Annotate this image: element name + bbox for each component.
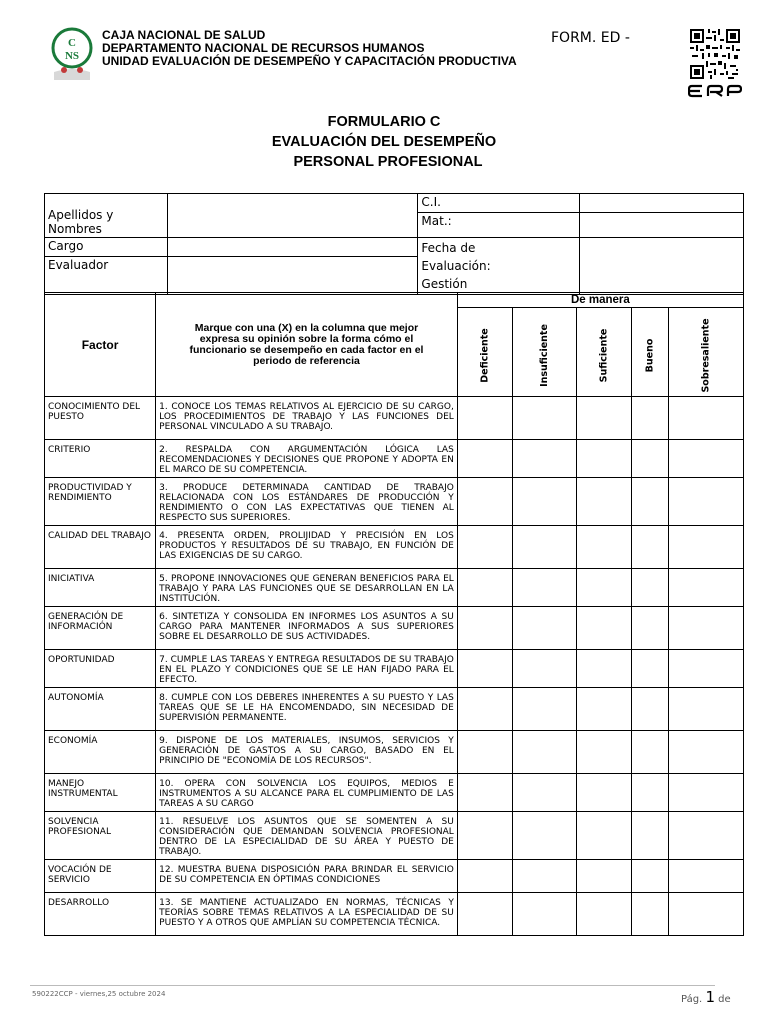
evaluation-row	[45, 526, 744, 569]
rating-cell-insuficiente[interactable]	[513, 893, 577, 936]
rating-cell-deficiente[interactable]	[457, 893, 512, 936]
rating-cell-insuficiente[interactable]	[513, 774, 577, 812]
rating-cell-deficiente[interactable]	[457, 860, 512, 893]
qr-code-icon	[690, 29, 740, 79]
institution-header	[102, 29, 517, 68]
evaluation-row	[45, 893, 744, 936]
rating-cell-sobresaliente[interactable]	[668, 650, 743, 688]
evaluation-row	[45, 397, 744, 440]
de-manera-header: De manera	[457, 293, 743, 308]
factor-cell: VOCACIÓN DE SERVICIO	[45, 860, 156, 893]
rating-cell-deficiente[interactable]	[457, 812, 512, 860]
rating-cell-suficiente[interactable]	[577, 650, 632, 688]
rating-cell-insuficiente[interactable]	[513, 569, 577, 607]
factor-header: Factor	[45, 293, 156, 397]
evaluation-row	[45, 774, 744, 812]
rating-cell-insuficiente[interactable]	[513, 397, 577, 440]
rating-cell-bueno[interactable]	[631, 440, 668, 478]
criterion-cell: 9. DISPONE DE LOS MATERIALES, INSUMOS, SERVICIOS Y GENERACIÓN DE GASTOS A SU CARGO, BASADO EN EL PRINCIPIO DE "ECONOMÍA DE LOS RECURSOS".	[156, 731, 458, 774]
rating-cell-sobresaliente[interactable]	[668, 397, 743, 440]
rating-cell-bueno[interactable]	[631, 812, 668, 860]
header-line-1: CAJA NACIONAL DE SALUD	[102, 28, 266, 42]
evaluation-table	[44, 292, 744, 936]
rating-deficiente: Deficiente	[457, 308, 512, 397]
field-ci[interactable]	[580, 194, 744, 213]
rating-cell-bueno[interactable]	[631, 569, 668, 607]
title-line-1: FORMULARIO C	[327, 114, 441, 130]
field-evaluador[interactable]	[167, 257, 418, 295]
rating-cell-sobresaliente[interactable]	[668, 774, 743, 812]
rating-suficiente: Suficiente	[577, 308, 632, 397]
rating-cell-suficiente[interactable]	[577, 860, 632, 893]
rating-cell-bueno[interactable]	[631, 526, 668, 569]
rating-cell-insuficiente[interactable]	[513, 607, 577, 650]
rating-cell-deficiente[interactable]	[457, 650, 512, 688]
label-fecha: Fecha de Evaluación:	[421, 241, 491, 273]
criterion-cell: 3. PRODUCE DETERMINADA CANTIDAD DE TRABAJO RELACIONADA CON LOS ESTÁNDARES DE PRODUCCIÓN Y RENDIMIENTO O CON LAS EXPECTATIVAS QUE TIENEN AL RESPECTO SUS SUPERIORES.	[156, 478, 458, 526]
factor-cell: AUTONOMÍA	[45, 688, 156, 731]
rating-cell-bueno[interactable]	[631, 650, 668, 688]
evaluation-row	[45, 688, 744, 731]
rating-cell-sobresaliente[interactable]	[668, 893, 743, 936]
field-fecha-gestion[interactable]	[580, 238, 744, 295]
page-indicator	[681, 988, 731, 1006]
rating-cell-insuficiente[interactable]	[513, 688, 577, 731]
label-apellidos: Apellidos y Nombres	[45, 194, 168, 238]
rating-cell-insuficiente[interactable]	[513, 650, 577, 688]
evaluation-row	[45, 569, 744, 607]
rating-cell-sobresaliente[interactable]	[668, 526, 743, 569]
rating-cell-bueno[interactable]	[631, 478, 668, 526]
label-gestion: Gestión	[421, 277, 468, 291]
criterion-cell: 13. SE MANTIENE ACTUALIZADO EN NORMAS, TÉCNICAS Y TEORÍAS SOBRE TEMAS RELATIVOS A LA ESPECIALIDAD DE SU PUESTO Y A OTROS QUE AMPLÍAN SU COMPETENCIA TÉCNICA.	[156, 893, 458, 936]
rating-cell-deficiente[interactable]	[457, 478, 512, 526]
rating-cell-deficiente[interactable]	[457, 440, 512, 478]
criterion-cell: 7. CUMPLE LAS TAREAS Y ENTREGA RESULTADOS DE SU TRABAJO EN EL PLAZO Y CONDICIONES QUE SE LE HAN FIJADO PARA EL EFECTO.	[156, 650, 458, 688]
rating-cell-suficiente[interactable]	[577, 526, 632, 569]
rating-cell-sobresaliente[interactable]	[668, 440, 743, 478]
rating-cell-deficiente[interactable]	[457, 607, 512, 650]
evaluation-row	[45, 650, 744, 688]
label-ci: C.I.	[418, 194, 580, 213]
label-mat: Mat.:	[418, 213, 580, 238]
rating-cell-suficiente[interactable]	[577, 569, 632, 607]
rating-cell-bueno[interactable]	[631, 688, 668, 731]
rating-cell-deficiente[interactable]	[457, 526, 512, 569]
evaluation-row	[45, 731, 744, 774]
factor-cell: SOLVENCIA PROFESIONAL	[45, 812, 156, 860]
title-line-3: PERSONAL PROFESIONAL	[293, 154, 483, 170]
rating-cell-insuficiente[interactable]	[513, 731, 577, 774]
evaluation-row	[45, 860, 744, 893]
rating-cell-suficiente[interactable]	[577, 478, 632, 526]
rating-cell-suficiente[interactable]	[577, 731, 632, 774]
rating-cell-deficiente[interactable]	[457, 774, 512, 812]
footer-divider	[30, 985, 715, 986]
rating-cell-sobresaliente[interactable]	[668, 731, 743, 774]
header-line-2: DEPARTAMENTO NACIONAL DE RECURSOS HUMANOS	[102, 41, 425, 55]
criterion-cell: 10. OPERA CON SOLVENCIA LOS EQUIPOS, MEDIOS E INSTRUMENTOS A SU ALCANCE PARA EL CUMPLIMIENTO DE LAS TAREAS A SU CARGO	[156, 774, 458, 812]
page-prefix: Pág.	[681, 994, 703, 1005]
criterion-cell: 12. MUESTRA BUENA DISPOSICIÓN PARA BRINDAR EL SERVICIO DE SU COMPETENCIA EN ÓPTIMAS CONDICIONES	[156, 860, 458, 893]
footer-document-id: 590222CCP - viernes,25 octubre 2024	[32, 990, 166, 998]
instructions: Marque con una (X) en la columna que mejor expresa su opinión sobre la forma cómo el funcionario se desempeño en cada factor en el periodo de referencia	[156, 293, 458, 397]
evaluation-row	[45, 812, 744, 860]
rating-cell-insuficiente[interactable]	[513, 812, 577, 860]
rating-cell-suficiente[interactable]	[577, 893, 632, 936]
rating-cell-sobresaliente[interactable]	[668, 860, 743, 893]
criterion-cell: 1. CONOCE LOS TEMAS RELATIVOS AL EJERCICIO DE SU CARGO, LOS PROCEDIMIENTOS DE TRABAJO Y LAS FUNCIONES DEL PERSONAL VINCULADO A SU TRABAJO.	[156, 397, 458, 440]
rating-cell-deficiente[interactable]	[457, 569, 512, 607]
rating-cell-sobresaliente[interactable]	[668, 569, 743, 607]
rating-cell-suficiente[interactable]	[577, 607, 632, 650]
rating-cell-suficiente[interactable]	[577, 440, 632, 478]
factor-cell: CRITERIO	[45, 440, 156, 478]
factor-cell: CALIDAD DEL TRABAJO	[45, 526, 156, 569]
factor-cell: ECONOMÍA	[45, 731, 156, 774]
rating-cell-bueno[interactable]	[631, 893, 668, 936]
factor-cell: CONOCIMIENTO DEL PUESTO	[45, 397, 156, 440]
title-line-2: EVALUACIÓN DEL DESEMPEÑO	[271, 134, 497, 150]
factor-cell: PRODUCTIVIDAD Y RENDIMIENTO	[45, 478, 156, 526]
page-number: 1	[705, 988, 715, 1006]
rating-cell-insuficiente[interactable]	[513, 440, 577, 478]
rating-cell-bueno[interactable]	[631, 397, 668, 440]
evaluation-row	[45, 478, 744, 526]
criterion-cell: 6. SINTETIZA Y CONSOLIDA EN INFORMES LOS ASUNTOS A SU CARGO PARA MANTENER INFORMADOS A SUS SUPERIORES SOBRE EL DESARROLLO DE SUS ACTIVIDADES.	[156, 607, 458, 650]
field-mat[interactable]	[580, 213, 744, 238]
rating-cell-sobresaliente[interactable]	[668, 607, 743, 650]
rating-cell-deficiente[interactable]	[457, 731, 512, 774]
rating-cell-bueno[interactable]	[631, 860, 668, 893]
rating-cell-sobresaliente[interactable]	[668, 812, 743, 860]
rating-cell-suficiente[interactable]	[577, 397, 632, 440]
rating-cell-deficiente[interactable]	[457, 688, 512, 731]
criterion-cell: 4. PRESENTA ORDEN, PROLIJIDAD Y PRECISIÓN EN LOS PRODUCTOS Y RESULTADOS DE SU TRABAJO, EN FUNCIÓN DE LAS EXIGENCIAS DE SU CARGO.	[156, 526, 458, 569]
rating-sobresaliente: Sobresaliente	[668, 308, 743, 397]
page-suffix: de	[718, 994, 731, 1005]
svg-text:C: C	[68, 37, 76, 49]
criterion-cell: 2. RESPALDA CON ARGUMENTACIÓN LÓGICA LAS RECOMENDACIONES Y DECISIONES QUE PROPONE Y ADOPTA EN EL MARCO DE SU COMPETENCIA.	[156, 440, 458, 478]
rating-cell-insuficiente[interactable]	[513, 526, 577, 569]
label-evaluador: Evaluador	[45, 257, 168, 295]
factor-cell: OPORTUNIDAD	[45, 650, 156, 688]
svg-text:NS: NS	[64, 50, 80, 62]
erp-logo	[688, 84, 742, 98]
factor-cell: DESARROLLO	[45, 893, 156, 936]
identification-table	[44, 193, 744, 295]
criterion-cell: 8. CUMPLE CON LOS DEBERES INHERENTES A SU PUESTO Y LAS TAREAS QUE SE LE HA ENCOMENDADO, SIN NECESIDAD DE SUPERVISIÓN PERMANENTE.	[156, 688, 458, 731]
label-cargo: Cargo	[45, 238, 168, 257]
rating-cell-suficiente[interactable]	[577, 774, 632, 812]
rating-cell-insuficiente[interactable]	[513, 860, 577, 893]
rating-cell-suficiente[interactable]	[577, 812, 632, 860]
evaluation-row	[45, 607, 744, 650]
rating-insuficiente: Insuficiente	[513, 308, 577, 397]
factor-cell: MANEJO INSTRUMENTAL	[45, 774, 156, 812]
cns-logo	[50, 26, 94, 82]
form-title	[0, 112, 768, 172]
field-cargo[interactable]	[167, 238, 418, 257]
rating-cell-deficiente[interactable]	[457, 397, 512, 440]
rating-cell-suficiente[interactable]	[577, 688, 632, 731]
rating-cell-bueno[interactable]	[631, 607, 668, 650]
form-code: FORM. ED -	[551, 30, 630, 46]
criterion-cell: 11. RESUELVE LOS ASUNTOS QUE SE SOMENTEN A SU CONSIDERACIÓN QUE DEMANDAN SOLVENCIA PROFESIONAL DENTRO DE LA ESPECIALIDAD DE SU ÁREA Y PUESTO DE TRABAJO.	[156, 812, 458, 860]
rating-cell-insuficiente[interactable]	[513, 478, 577, 526]
factor-cell: GENERACIÓN DE INFORMACIÓN	[45, 607, 156, 650]
rating-cell-sobresaliente[interactable]	[668, 478, 743, 526]
field-apellidos[interactable]	[167, 194, 418, 238]
evaluation-row	[45, 440, 744, 478]
criterion-cell: 5. PROPONE INNOVACIONES QUE GENERAN BENEFICIOS PARA EL TRABAJO Y PARA LAS FUNCIONES QUE SE DESARROLLAN EN LA INSTITUCIÓN.	[156, 569, 458, 607]
label-fecha-gestion	[418, 238, 580, 295]
rating-bueno: Bueno	[631, 308, 668, 397]
header-line-3: UNIDAD EVALUACIÓN DE DESEMPEÑO Y CAPACITACIÓN PRODUCTIVA	[102, 54, 517, 68]
rating-cell-sobresaliente[interactable]	[668, 688, 743, 731]
factor-cell: INICIATIVA	[45, 569, 156, 607]
rating-cell-bueno[interactable]	[631, 774, 668, 812]
rating-cell-bueno[interactable]	[631, 731, 668, 774]
